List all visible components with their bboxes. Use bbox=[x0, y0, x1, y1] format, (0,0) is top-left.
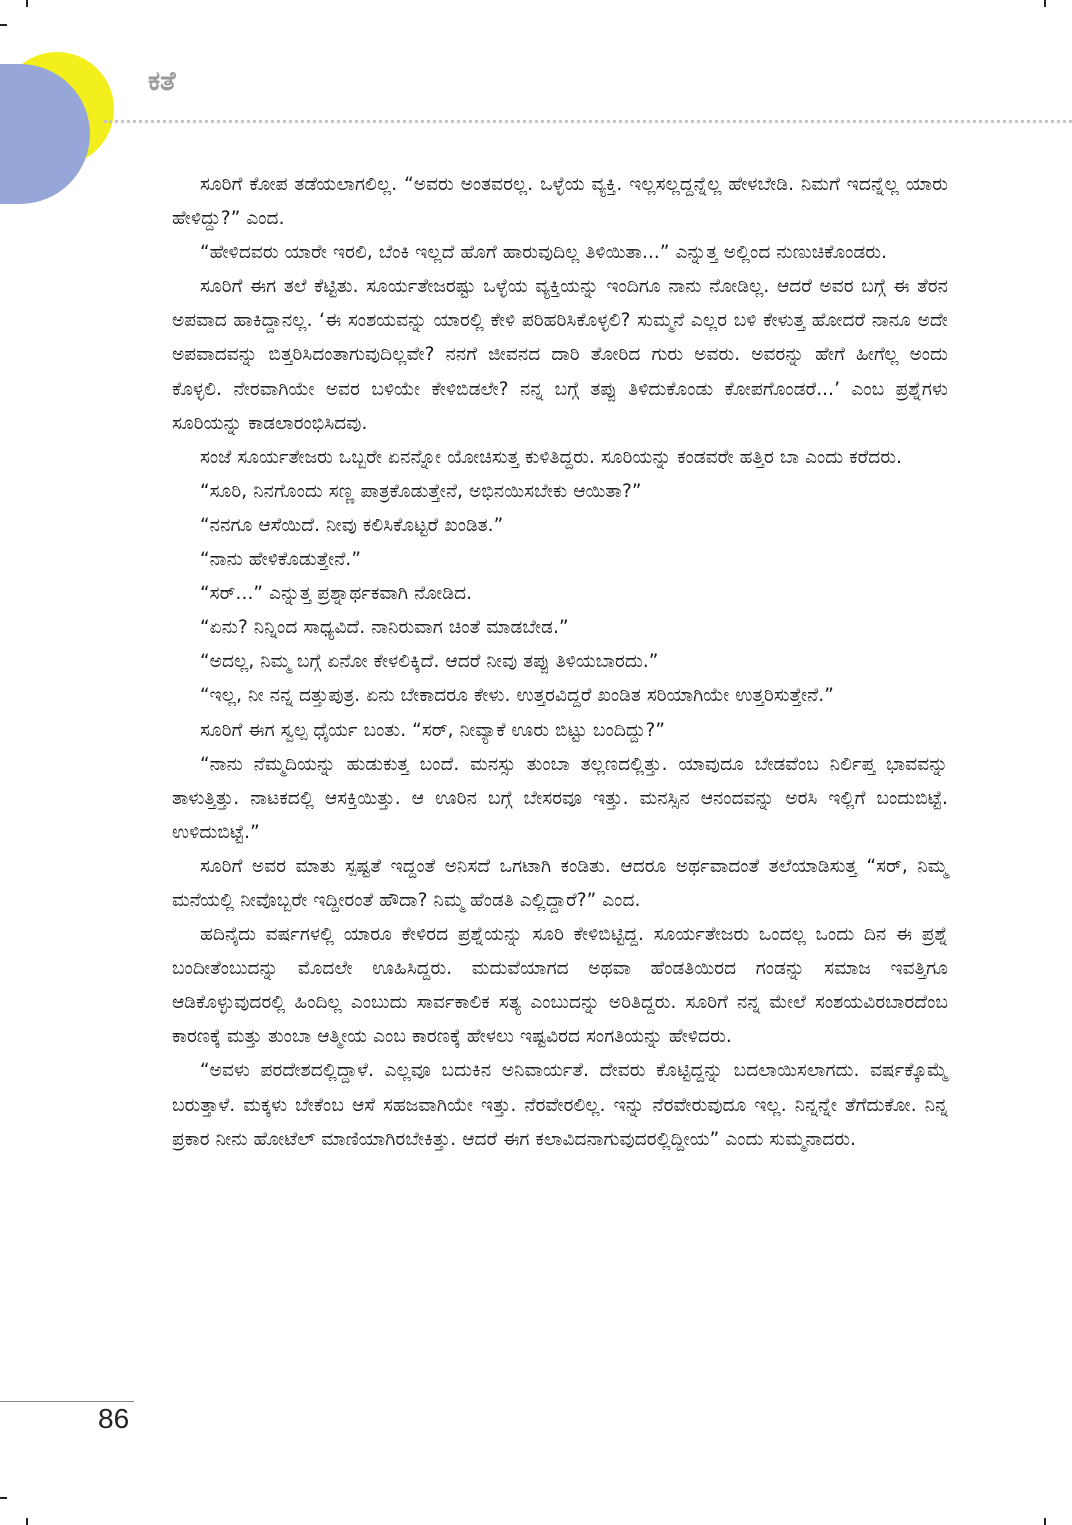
page-number: 86 bbox=[98, 1403, 130, 1434]
paragraph: “ಸರ್...” ಎನ್ನುತ್ತ ಪ್ರಶ್ನಾರ್ಥಕವಾಗಿ ನೋಡಿದ. bbox=[200, 583, 473, 605]
paragraph: ಸೂರಿಗೆ ಈಗ ಸ್ವಲ್ಪ ಧೈರ್ಯ ಬಂತು. “ಸರ್, ನೀವ್ಯಾಕೆ ಊರು ಬಿಟ್ಟು ಬಂದಿದ್ದು?” bbox=[200, 719, 666, 741]
paragraph: ಸೂರಿಗೆ ಕೋಪ ತಡೆಯಲಾಗಲಿಲ್ಲ. “ಅವರು ಅಂತವರಲ್ಲ. ಒಳ್ಳೆಯ ವ್ಯಕ್ತಿ. ಇಲ್ಲಸಲ್ಲದ್ದನ್ನೆಲ್ಲ ಹೇಳಬೇಡಿ. ನಿಮಗೆ ಇದನ್ನೆಲ್ಲ ಯಾರು ಹೇಳಿದ್ದು?” ಎಂದ. bbox=[172, 174, 948, 230]
header-dotted-divider bbox=[104, 120, 1072, 123]
paragraph: ಹದಿನೈದು ವರ್ಷಗಳಲ್ಲಿ ಯಾರೂ ಕೇಳಿರದ ಪ್ರಶ್ನೆಯನ್ನು ಸೂರಿ ಕೇಳಿಬಿಟ್ಟಿದ್ದ. ಸೂರ್ಯತೇಜರು ಒಂದಲ್ಲ ಒಂದು ದಿನ ಈ ಪ್ರಶ್ನೆ ಬಂದೀತೆಂಬುದನ್ನು ಮೊದಲೇ ಊಹಿಸಿದ್ದರು. ಮದುವೆಯಾಗದ ಅಥವಾ ಹೆಂಡತಿಯಿರದ ಗಂಡನ್ನು ಸಮಾಜ ಇವತ್ತಿಗೂ ಆಡಿಕೊಳ್ಳುವುದರಲ್ಲಿ ಹಿಂದಿಲ್ಲ ಎಂಬುದು ಸಾರ್ವಕಾಲಿಕ ಸತ್ಯ ಎಂಬುದನ್ನು ಅರಿತಿದ್ದರು. ಸೂರಿಗೆ ನನ್ನ ಮೇಲೆ ಸಂಶಯವಿರಬಾರದೆಂಬ ಕಾರಣಕ್ಕೆ ಮತ್ತು ತುಂಬಾ ಆತ್ಮೀಯ ಎಂಬ ಕಾರಣಕ್ಕೆ ಹೇಳಲು ಇಷ್ಟವಿರದ ಸಂಗತಿಯನ್ನು ಹೇಳಿದರು. bbox=[172, 924, 948, 1048]
crop-mark-bottom-left-side bbox=[0, 1497, 7, 1499]
crop-mark-bottom-left bbox=[26, 1518, 28, 1525]
paragraph: “ನನಗೂ ಆಸೆಯಿದೆ. ನೀವು ಕಲಿಸಿಕೊಟ್ಟರೆ ಖಂಡಿತ.” bbox=[200, 514, 504, 536]
paragraph: “ಅದಲ್ಲ, ನಿಮ್ಮ ಬಗ್ಗೆ ಏನೋ ಕೇಳಲಿಕ್ಕಿದೆ. ಆದರೆ ನೀವು ತಪ್ಪು ತಿಳಿಯಬಾರದು.” bbox=[200, 651, 659, 673]
crop-mark-top-left-side bbox=[0, 24, 7, 26]
crop-mark-top-right bbox=[1044, 0, 1046, 7]
paragraph: “ಸೂರಿ, ನಿನಗೊಂದು ಸಣ್ಣ ಪಾತ್ರಕೊಡುತ್ತೇನೆ, ಅಭಿನಯಿಸಬೇಕು ಆಯಿತಾ?” bbox=[200, 480, 642, 502]
story-body bbox=[172, 168, 948, 1157]
paragraph: ಸೂರಿಗೆ ಅವರ ಮಾತು ಸ್ಪಷ್ಟತೆ ಇದ್ದಂತೆ ಅನಿಸದೆ ಒಗಟಾಗಿ ಕಂಡಿತು. ಆದರೂ ಅರ್ಥವಾದಂತೆ ತಲೆಯಾಡಿಸುತ್ತ “ಸರ್, ನಿಮ್ಮ ಮನೆಯಲ್ಲಿ ನೀವೊಬ್ಬರೇ ಇದ್ದೀರಂತೆ ಹೌದಾ? ನಿಮ್ಮ ಹೆಂಡತಿ ಎಲ್ಲಿದ್ದಾರೆ?” ಎಂದ. bbox=[172, 855, 948, 911]
paragraph: ಸಂಜೆ ಸೂರ್ಯತೇಜರು ಒಬ್ಬರೇ ಏನನ್ನೋ ಯೋಚಿಸುತ್ತ ಕುಳಿತಿದ್ದರು. ಸೂರಿಯನ್ನು ಕಂಡವರೇ ಹತ್ತಿರ ಬಾ ಎಂದು ಕರೆದರು. bbox=[200, 446, 903, 468]
paragraph: “ಏನು? ನಿನ್ನಿಂದ ಸಾಧ್ಯವಿದೆ. ನಾನಿರುವಾಗ ಚಿಂತೆ ಮಾಡಬೇಡ.” bbox=[200, 617, 569, 639]
crop-mark-bottom-right bbox=[1044, 1518, 1046, 1525]
page-number-rule bbox=[0, 1401, 134, 1402]
paragraph: “ಇಲ್ಲ, ನೀ ನನ್ನ ದತ್ತುಪುತ್ರ. ಏನು ಬೇಕಾದರೂ ಕೇಳು. ಉತ್ತರವಿದ್ದರೆ ಖಂಡಿತ ಸರಿಯಾಗಿಯೇ ಉತ್ತರಿಸುತ್ತೇನೆ.” bbox=[200, 685, 834, 707]
paragraph: “ನಾನು ಹೇಳಿಕೊಡುತ್ತೇನೆ.” bbox=[200, 549, 362, 571]
paragraph: “ನಾನು ನೆಮ್ಮದಿಯನ್ನು ಹುಡುಕುತ್ತ ಬಂದೆ. ಮನಸ್ಸು ತುಂಬಾ ತಲ್ಲಣದಲ್ಲಿತ್ತು. ಯಾವುದೂ ಬೇಡವೆಂಬ ನಿರ್ಲಿಪ್ತ ಭಾವವನ್ನು ತಾಳುತ್ತಿತ್ತು. ನಾಟಕದಲ್ಲಿ ಆಸಕ್ತಿಯಿತ್ತು. ಆ ಊರಿನ ಬಗ್ಗೆ ಬೇಸರವೂ ಇತ್ತು. ಮನಸ್ಸಿನ ಆನಂದವನ್ನು ಅರಸಿ ಇಲ್ಲಿಗೆ ಬಂದುಬಿಟ್ಟೆ. ಉಳಿದುಬಿಟ್ಟೆ.” bbox=[172, 753, 948, 843]
crop-mark-top-left bbox=[26, 0, 28, 7]
paragraph: “ಹೇಳಿದವರು ಯಾರೇ ಇರಲಿ, ಬೆಂಕಿ ಇಲ್ಲದೆ ಹೊಗೆ ಹಾರುವುದಿಲ್ಲ ತಿಳಿಯಿತಾ...” ಎನ್ನುತ್ತ ಅಲ್ಲಿಂದ ನುಣುಚಿಕೊಂಡರು. bbox=[200, 242, 888, 264]
section-title: ಕತೆ bbox=[148, 66, 176, 97]
paragraph: “ಅವಳು ಪರದೇಶದಲ್ಲಿದ್ದಾಳೆ. ಎಲ್ಲವೂ ಬದುಕಿನ ಅನಿವಾರ್ಯತೆ. ದೇವರು ಕೊಟ್ಟಿದ್ದನ್ನು ಬದಲಾಯಿಸಲಾಗದು. ವರ್ಷಕ್ಕೊಮ್ಮೆ ಬರುತ್ತಾಳೆ. ಮಕ್ಕಳು ಬೇಕೆಂಬ ಆಸೆ ಸಹಜವಾಗಿಯೇ ಇತ್ತು. ನೆರವೇರಲಿಲ್ಲ. ಇನ್ನು ನೆರವೇರುವುದೂ ಇಲ್ಲ. ನಿನ್ನನ್ನೇ ತೆಗೆದುಕೋ. ನಿನ್ನ ಪ್ರಕಾರ ನೀನು ಹೋಟೆಲ್ ಮಾಣಿಯಾಗಿರಬೇಕಿತ್ತು. ಆದರೆ ಈಗ ಕಲಾವಿದನಾಗುವುದರಲ್ಲಿದ್ದೀಯ” ಎಂದು ಸುಮ್ಮನಾದರು. bbox=[172, 1060, 948, 1150]
paragraph: ಸೂರಿಗೆ ಈಗ ತಲೆ ಕೆಟ್ಟಿತು. ಸೂರ್ಯತೇಜರಷ್ಟು ಒಳ್ಳೆಯ ವ್ಯಕ್ತಿಯನ್ನು ಇಂದಿಗೂ ನಾನು ನೋಡಿಲ್ಲ. ಆದರೆ ಅವರ ಬಗ್ಗೆ ಈ ತೆರನ ಅಪವಾದ ಹಾಕಿದ್ದಾನಲ್ಲ. ‘ಈ ಸಂಶಯವನ್ನು ಯಾರಲ್ಲಿ ಕೇಳಿ ಪರಿಹರಿಸಿಕೊಳ್ಳಲಿ? ಸುಮ್ಮನೆ ಎಲ್ಲರ ಬಳಿ ಕೇಳುತ್ತ ಹೋದರೆ ನಾನೂ ಅದೇ ಅಪವಾದವನ್ನು ಬಿತ್ತರಿಸಿದಂತಾಗುವುದಿಲ್ಲವೇ? ನನಗೆ ಜೀವನದ ದಾರಿ ತೋರಿದ ಗುರು ಅವರು. ಅವರನ್ನು ಹೇಗೆ ಹೀಗೆಲ್ಲ ಅಂದು ಕೊಳ್ಳಲಿ. ನೇರವಾಗಿಯೇ ಅವರ ಬಳಿಯೇ ಕೇಳಿಬಿಡಲೇ? ನನ್ನ ಬಗ್ಗೆ ತಪ್ಪು ತಿಳಿದುಕೊಂಡು ಕೋಪಗೊಂಡರೆ...’ ಎಂಬ ಪ್ರಶ್ನೆಗಳು ಸೂರಿಯನ್ನು ಕಾಡಲಾರಂಭಿಸಿದವು. bbox=[172, 276, 948, 434]
